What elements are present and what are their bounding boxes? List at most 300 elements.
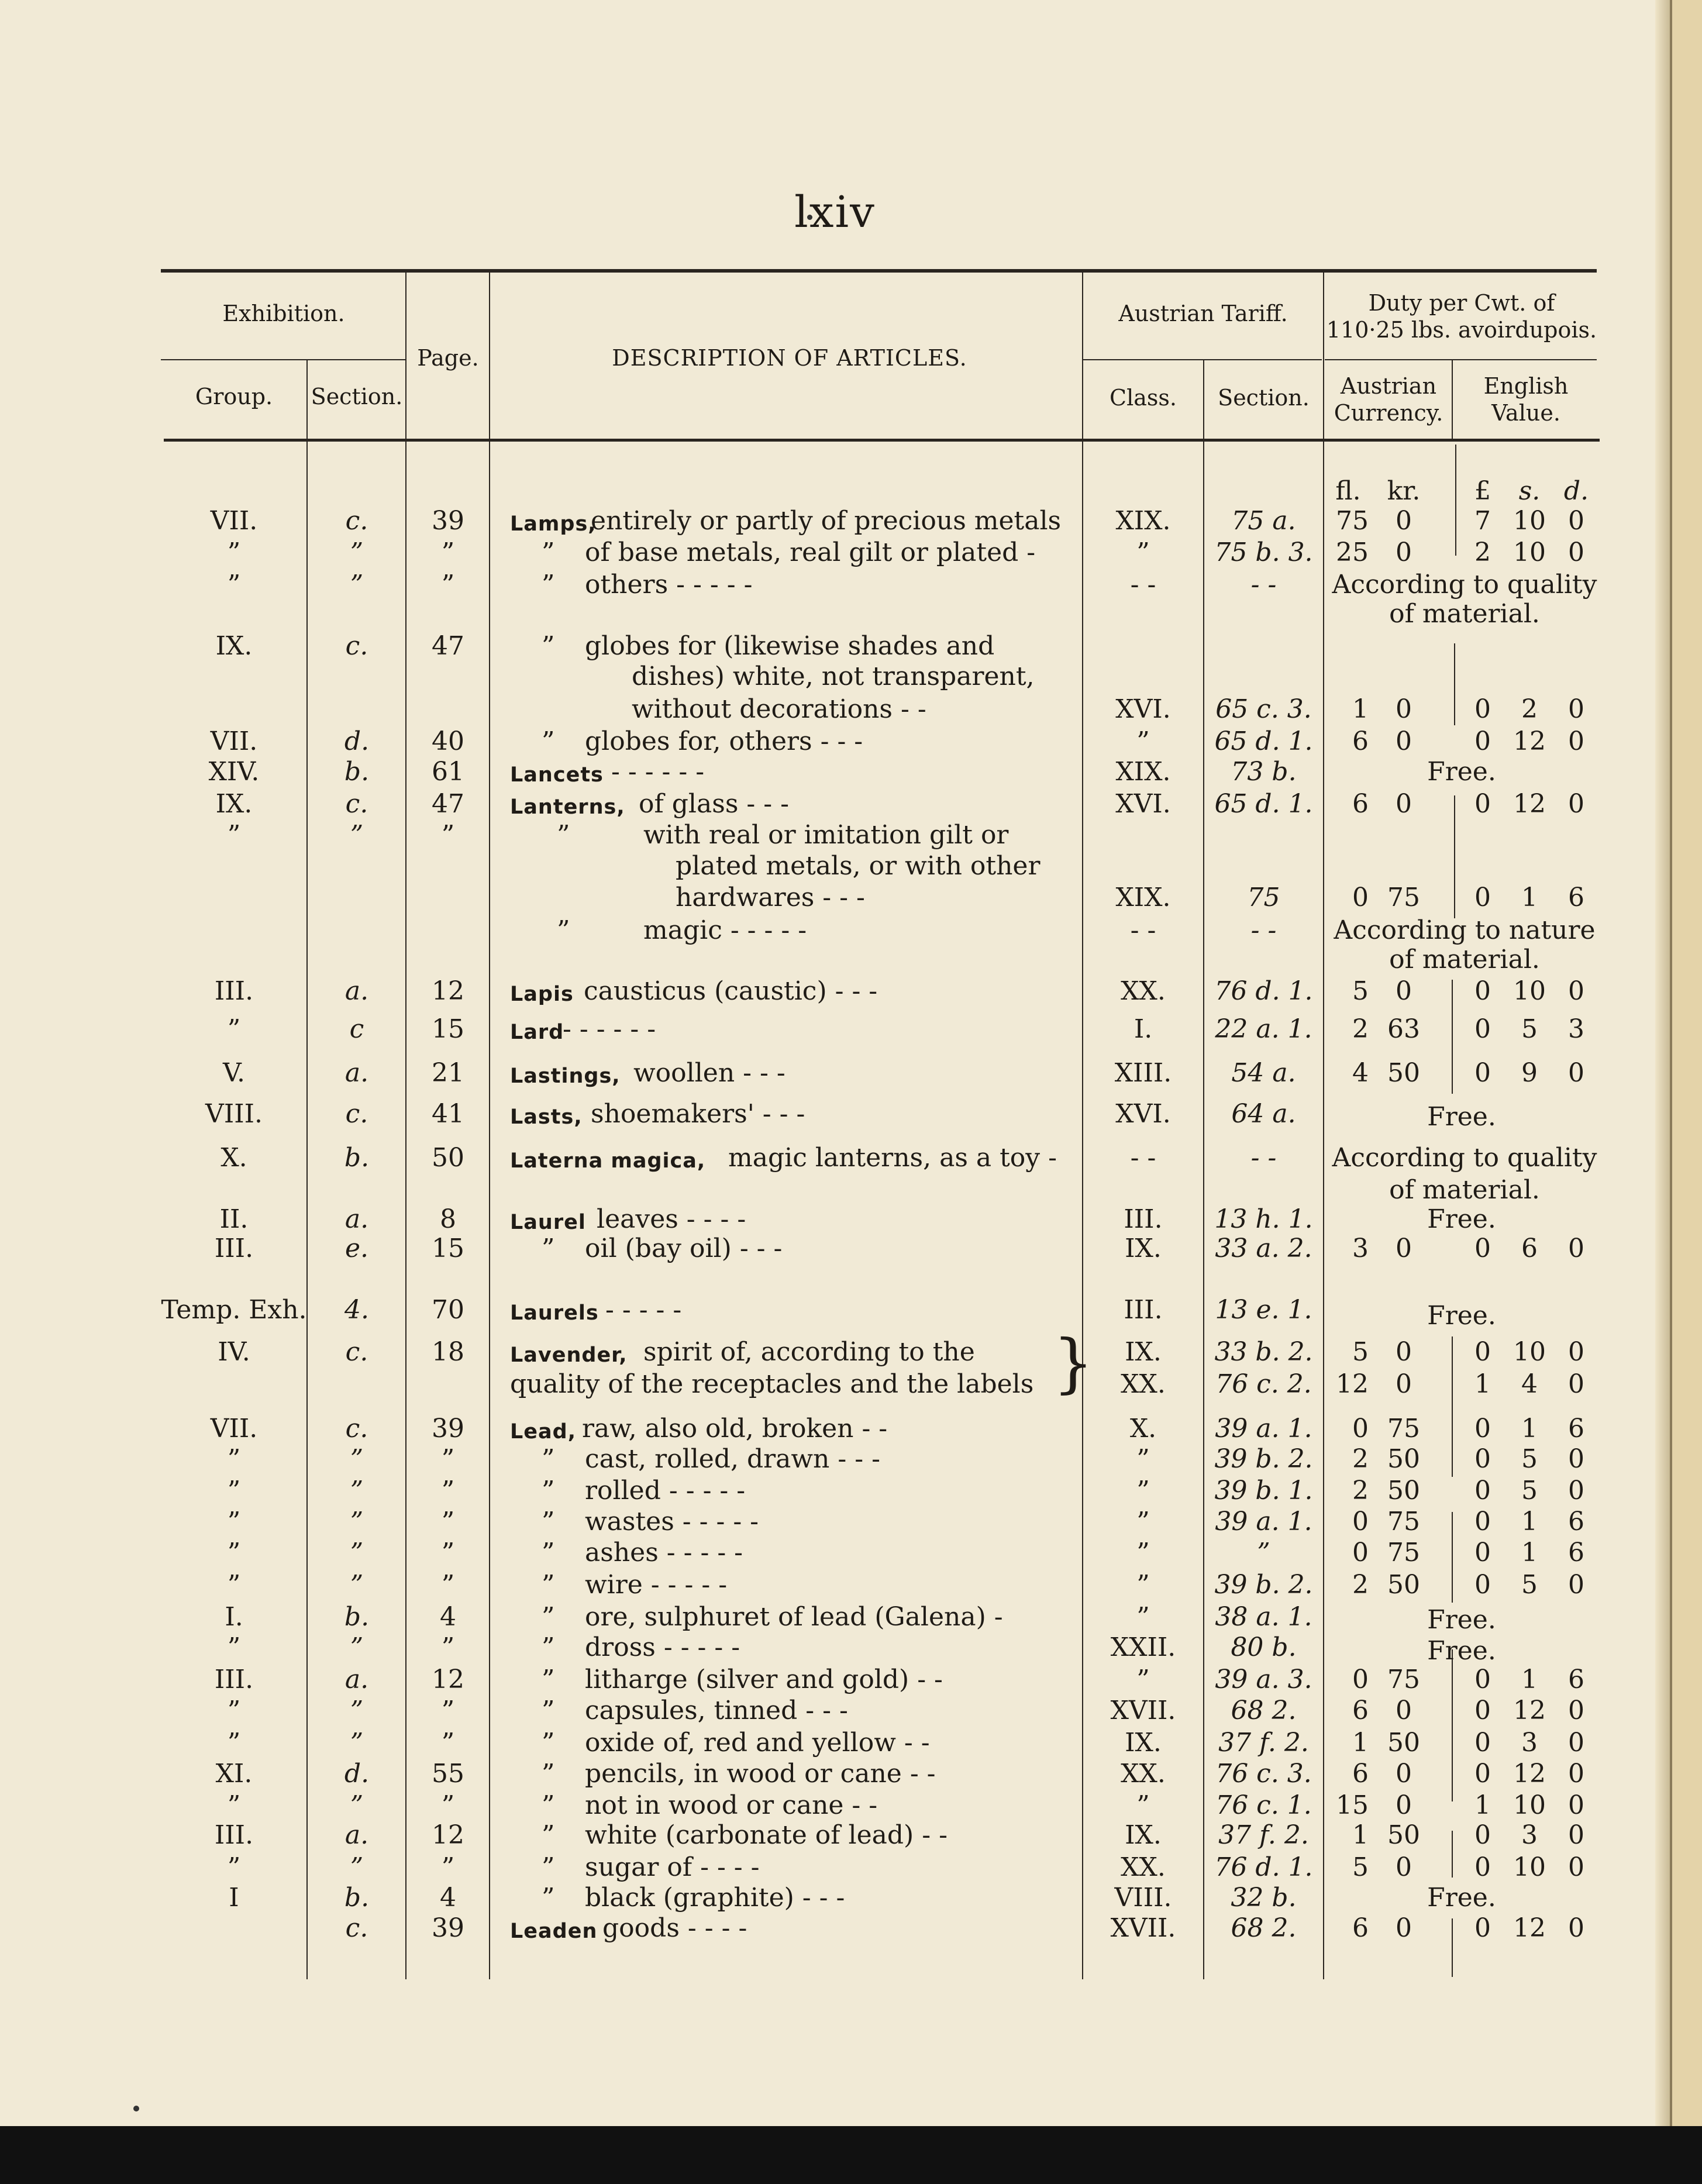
section-cell: a. <box>344 1665 369 1694</box>
kreuzer-cell: 50 <box>1387 1444 1420 1474</box>
ditto-mark: ” <box>542 570 555 600</box>
pound-cell: 0 <box>1474 1234 1491 1263</box>
pence-cell: 6 <box>1568 1538 1584 1568</box>
tariff-section-cell: 33 b. 2. <box>1214 1337 1313 1367</box>
header-austrian-currency-1: Austrian <box>1340 373 1437 399</box>
shilling-cell: 1 <box>1521 883 1538 912</box>
ditto-mark: ” <box>542 538 555 567</box>
header-austrian-tariff: Austrian Tariff. <box>1118 301 1288 326</box>
unit-kr: kr. <box>1387 476 1421 506</box>
pence-cell: 0 <box>1568 1696 1584 1725</box>
ditto-mark: ” <box>542 1820 555 1850</box>
section-cell: e. <box>344 1234 369 1263</box>
shilling-cell: 12 <box>1513 1696 1546 1725</box>
group-cell: IX. <box>215 631 253 661</box>
pence-cell: 6 <box>1568 1507 1584 1537</box>
florin-cell: 3 <box>1352 1234 1369 1263</box>
page-cell: 70 <box>432 1295 464 1325</box>
shilling-cell: 12 <box>1513 726 1546 756</box>
section-cell: ” <box>350 570 364 600</box>
description-cell: dishes) white, not transparent, <box>632 662 1035 691</box>
entry-heading: Lard <box>510 1021 564 1044</box>
tariff-sub-rule <box>1082 359 1322 360</box>
tariff-class-cell: ” <box>1136 1538 1150 1568</box>
tariff-section-cell: 73 b. <box>1231 757 1297 787</box>
entry-heading: Laurels <box>510 1301 599 1325</box>
kreuzer-cell: 0 <box>1396 1790 1412 1820</box>
tariff-section-cell: 54 a. <box>1231 1058 1296 1088</box>
florin-cell: 6 <box>1352 726 1369 756</box>
tariff-class-cell: ” <box>1136 1507 1150 1537</box>
pound-cell: 0 <box>1474 883 1491 912</box>
description-cell: white (carbonate of lead) - - <box>585 1820 948 1850</box>
description-cell: others - - - - - <box>585 570 753 600</box>
note-free: Free. <box>1427 1204 1496 1234</box>
tariff-class-cell: ” <box>1136 1665 1150 1694</box>
scan-border <box>0 2126 1702 2184</box>
ditto-mark: ” <box>557 820 570 850</box>
unit-pence: d. <box>1563 476 1589 506</box>
col-rule <box>1452 1512 1453 1603</box>
section-cell: b. <box>344 757 370 787</box>
shilling-cell: 1 <box>1521 1665 1538 1694</box>
florin-cell: 4 <box>1352 1058 1369 1088</box>
tariff-section-cell: 39 a. 1. <box>1215 1414 1312 1444</box>
description-cell: ore, sulphuret of lead (Galena) - <box>585 1602 1003 1632</box>
tariff-class-cell: XIX. <box>1115 883 1171 912</box>
description-cell: of base metals, real gilt or plated - <box>585 538 1036 567</box>
shilling-cell: 5 <box>1521 1570 1538 1600</box>
tariff-section-cell: 39 b. 2. <box>1214 1570 1313 1600</box>
description-cell: black (graphite) - - - <box>585 1883 845 1913</box>
tariff-class-cell: ” <box>1136 726 1150 756</box>
description-cell: dross - - - - - <box>585 1632 740 1662</box>
brace: } <box>1053 1325 1094 1400</box>
description-cell: shoemakers' - - - <box>591 1099 805 1129</box>
section-cell: ” <box>350 1476 364 1506</box>
section-cell: ” <box>350 1790 364 1820</box>
group-cell: XI. <box>215 1759 253 1789</box>
col-rule <box>1454 643 1455 725</box>
tariff-section-cell: 65 d. 1. <box>1214 726 1313 756</box>
entry-heading: Lavender, <box>510 1344 628 1367</box>
tariff-class-cell: III. <box>1124 1295 1163 1325</box>
page-cell: 12 <box>432 1665 464 1694</box>
ditto-mark: ” <box>542 1602 555 1632</box>
tariff-section-cell: 75 a. <box>1231 506 1296 536</box>
pound-cell: 0 <box>1474 1913 1491 1943</box>
group-cell: II. <box>219 1204 249 1234</box>
section-cell: d. <box>344 726 370 756</box>
group-cell: X. <box>220 1143 247 1173</box>
header-description: DESCRIPTION OF ARTICLES. <box>612 345 967 371</box>
page-cell: 8 <box>440 1204 456 1234</box>
tariff-class-cell: XVII. <box>1110 1913 1176 1943</box>
florin-cell: 0 <box>1352 1538 1369 1568</box>
description-cell: with real or imitation gilt or <box>643 820 1009 850</box>
group-cell: V. <box>222 1058 246 1088</box>
page-cell: 47 <box>432 631 464 661</box>
unit-shilling: s. <box>1518 476 1541 506</box>
kreuzer-cell: 0 <box>1396 1852 1412 1882</box>
pound-cell: 0 <box>1474 726 1491 756</box>
tariff-class-cell: ” <box>1136 1790 1150 1820</box>
pence-cell: 0 <box>1568 1820 1584 1850</box>
description-cell: leaves - - - - <box>597 1204 746 1234</box>
page-cell: 55 <box>432 1759 464 1789</box>
tariff-class-cell: XVI. <box>1115 694 1171 724</box>
group-cell: VII. <box>210 506 258 536</box>
section-cell: ” <box>350 1852 364 1882</box>
kreuzer-cell: 0 <box>1396 694 1412 724</box>
description-cell: goods - - - - <box>602 1913 747 1943</box>
pence-cell: 0 <box>1568 1790 1584 1820</box>
description-cell: plated metals, or with other <box>676 851 1041 881</box>
header-page: Page. <box>417 345 479 371</box>
tariff-section-cell: 76 c. 2. <box>1215 1369 1312 1399</box>
shilling-cell: 6 <box>1521 1234 1538 1263</box>
section-cell: c. <box>345 1337 368 1367</box>
tariff-section-cell: 80 b. <box>1231 1632 1297 1662</box>
col-rule <box>1452 1649 1453 1801</box>
florin-cell: 0 <box>1352 883 1369 912</box>
page-cell: ” <box>441 1507 455 1537</box>
shilling-cell: 12 <box>1513 789 1546 819</box>
florin-cell: 1 <box>1352 1728 1369 1758</box>
kreuzer-cell: 0 <box>1396 1913 1412 1943</box>
pound-cell: 0 <box>1474 1507 1491 1537</box>
tariff-class-cell: IX. <box>1125 1337 1162 1367</box>
note-of-material: of material. <box>1389 599 1540 629</box>
section-cell: c. <box>345 1913 368 1943</box>
description-cell: oil (bay oil) - - - <box>585 1234 783 1263</box>
ditto-mark: ” <box>542 1665 555 1694</box>
shilling-cell: 5 <box>1521 1444 1538 1474</box>
group-cell: ” <box>227 820 241 850</box>
next-page-edge <box>1670 0 1702 2184</box>
florin-cell: 6 <box>1352 1913 1369 1943</box>
tariff-class-cell: - - <box>1130 570 1156 600</box>
ditto-mark: ” <box>542 1696 555 1725</box>
pound-cell: 0 <box>1474 1444 1491 1474</box>
pence-cell: 0 <box>1568 1759 1584 1789</box>
description-cell: - - - - - - <box>563 1014 656 1044</box>
section-cell: a. <box>344 1204 369 1234</box>
florin-cell: 5 <box>1352 1852 1369 1882</box>
page-cell: 50 <box>432 1143 464 1173</box>
pound-cell: 0 <box>1474 1852 1491 1882</box>
section-cell: d. <box>344 1759 370 1789</box>
section-cell: ” <box>350 1696 364 1725</box>
kreuzer-cell: 0 <box>1396 789 1412 819</box>
florin-cell: 6 <box>1352 1696 1369 1725</box>
pence-cell: 0 <box>1568 1728 1584 1758</box>
group-cell: ” <box>227 1632 241 1662</box>
section-cell: c. <box>345 789 368 819</box>
entry-heading: Lapis <box>510 983 574 1006</box>
page-gutter <box>1655 0 1670 2184</box>
pence-cell: 0 <box>1568 1337 1584 1367</box>
tariff-class-cell: XX. <box>1121 1759 1166 1789</box>
tariff-class-cell: XIX. <box>1115 506 1171 536</box>
florin-cell: 2 <box>1352 1444 1369 1474</box>
florin-cell: 5 <box>1352 1337 1369 1367</box>
tariff-section-cell: - - <box>1250 1143 1277 1173</box>
page-cell: 39 <box>432 1414 464 1444</box>
pound-cell: 0 <box>1474 1696 1491 1725</box>
pence-cell: 0 <box>1568 1476 1584 1506</box>
kreuzer-cell: 75 <box>1387 1665 1420 1694</box>
description-cell: globes for (likewise shades and <box>585 631 995 661</box>
pence-cell: 3 <box>1568 1014 1584 1044</box>
tariff-section-cell: 64 a. <box>1231 1099 1296 1129</box>
kreuzer-cell: 75 <box>1387 1507 1420 1537</box>
group-cell: III. <box>214 1234 254 1263</box>
col-rule <box>1452 1336 1453 1477</box>
section-cell: b. <box>344 1883 370 1913</box>
pence-cell: 0 <box>1568 1234 1584 1263</box>
kreuzer-cell: 0 <box>1396 538 1412 567</box>
pence-cell: 0 <box>1568 1852 1584 1882</box>
ditto-mark: ” <box>542 1852 555 1882</box>
pound-cell: 7 <box>1474 506 1491 536</box>
pence-cell: 0 <box>1568 506 1584 536</box>
florin-cell: 2 <box>1352 1476 1369 1506</box>
note-free: Free. <box>1427 1883 1496 1913</box>
group-cell: IV. <box>218 1337 250 1367</box>
pence-cell: 6 <box>1568 883 1584 912</box>
page-cell: 4 <box>440 1602 456 1632</box>
ditto-mark: ” <box>542 1538 555 1568</box>
tariff-section-cell: 39 b. 1. <box>1214 1476 1313 1506</box>
page-cell: ” <box>441 1538 455 1568</box>
group-cell: ” <box>227 538 241 567</box>
tariff-class-cell: VIII. <box>1114 1883 1172 1913</box>
tariff-section-cell: 76 c. 1. <box>1215 1790 1312 1820</box>
entry-heading: Laurel <box>510 1211 586 1234</box>
header-bottom-rule <box>164 439 1600 442</box>
kreuzer-cell: 0 <box>1396 1696 1412 1725</box>
section-cell: a. <box>344 976 369 1006</box>
description-cell: wastes - - - - - <box>585 1507 759 1537</box>
kreuzer-cell: 75 <box>1387 883 1420 912</box>
tariff-section-cell: 65 d. 1. <box>1214 789 1313 819</box>
tariff-class-cell: ” <box>1136 1570 1150 1600</box>
kreuzer-cell: 50 <box>1387 1476 1420 1506</box>
col-rule <box>1452 1918 1453 1977</box>
ditto-mark: ” <box>542 1759 555 1789</box>
tariff-section-cell: 65 c. 3. <box>1215 694 1312 724</box>
kreuzer-cell: 0 <box>1396 976 1412 1006</box>
tariff-section-cell: 32 b. <box>1231 1883 1297 1913</box>
pence-cell: 0 <box>1568 789 1584 819</box>
group-cell: III. <box>214 1820 254 1850</box>
shilling-cell: 3 <box>1521 1820 1538 1850</box>
tariff-section-cell: 39 a. 3. <box>1215 1665 1312 1694</box>
note-free: Free. <box>1427 1102 1496 1132</box>
header-tariff-section: Section. <box>1218 385 1310 411</box>
group-cell: ” <box>227 1570 241 1600</box>
tariff-section-cell: ” <box>1257 1538 1270 1568</box>
page-cell: ” <box>441 1790 455 1820</box>
kreuzer-cell: 50 <box>1387 1820 1420 1850</box>
tariff-section-cell: 13 e. 1. <box>1215 1295 1312 1325</box>
pound-cell: 0 <box>1474 1820 1491 1850</box>
description-cell: not in wood or cane - - <box>585 1790 878 1820</box>
pound-cell: 0 <box>1474 1337 1491 1367</box>
tariff-section-cell: - - <box>1250 915 1277 945</box>
pence-cell: 0 <box>1568 1369 1584 1399</box>
pence-cell: 0 <box>1568 538 1584 567</box>
description-cell: woollen - - - <box>633 1058 785 1088</box>
tariff-class-cell: XIII. <box>1114 1058 1172 1088</box>
pound-cell: 2 <box>1474 538 1491 567</box>
florin-cell: 1 <box>1352 694 1369 724</box>
shilling-cell: 10 <box>1513 1790 1546 1820</box>
section-cell: ” <box>350 1507 364 1537</box>
header-class: Class. <box>1110 385 1177 411</box>
tariff-section-cell: 76 d. 1. <box>1214 976 1313 1006</box>
entry-heading: Leaden <box>510 1920 598 1943</box>
col-rule <box>1452 980 1453 1094</box>
pound-cell: 0 <box>1474 1058 1491 1088</box>
ditto-mark: ” <box>557 915 570 945</box>
ditto-mark: ” <box>542 1632 555 1662</box>
shilling-cell: 9 <box>1521 1058 1538 1088</box>
tariff-class-cell: I. <box>1133 1014 1153 1044</box>
group-cell: I <box>229 1883 239 1913</box>
ditto-mark: ” <box>542 1476 555 1506</box>
tariff-class-cell: - - <box>1130 915 1156 945</box>
page-number: lxiv <box>794 187 876 237</box>
florin-cell: 6 <box>1352 789 1369 819</box>
pound-cell: 0 <box>1474 789 1491 819</box>
description-cell: ashes - - - - - <box>585 1538 743 1568</box>
page-cell: 12 <box>432 976 464 1006</box>
page-cell: 21 <box>432 1058 464 1088</box>
tariff-class-cell: XXII. <box>1110 1632 1176 1662</box>
header-exhibition: Exhibition. <box>222 301 345 326</box>
section-cell: ” <box>350 1570 364 1600</box>
description-cell: of glass - - - <box>639 789 789 819</box>
description-cell: pencils, in wood or cane - - <box>585 1759 936 1789</box>
group-cell: ” <box>227 1014 241 1044</box>
description-cell: raw, also old, broken - - <box>582 1414 888 1444</box>
section-cell: ” <box>350 1632 364 1662</box>
shilling-cell: 10 <box>1513 538 1546 567</box>
tariff-section-cell: 68 2. <box>1231 1696 1297 1725</box>
col-rule <box>1455 445 1456 556</box>
description-cell: oxide of, red and yellow - - <box>585 1728 930 1758</box>
page-cell: ” <box>441 1852 455 1882</box>
page-cell: ” <box>441 1476 455 1506</box>
tariff-class-cell: XVI. <box>1115 789 1171 819</box>
note-free: Free. <box>1427 1301 1496 1331</box>
page-cell: ” <box>441 1632 455 1662</box>
shilling-cell: 10 <box>1513 1337 1546 1367</box>
pence-cell: 0 <box>1568 1913 1584 1943</box>
group-cell: ” <box>227 1728 241 1758</box>
description-cell: cast, rolled, drawn - - - <box>585 1444 880 1474</box>
page-cell: 15 <box>432 1014 464 1044</box>
page-cell: ” <box>441 1570 455 1600</box>
tariff-section-cell: 37 f. 2. <box>1218 1728 1309 1758</box>
section-cell: b. <box>344 1143 370 1173</box>
page-cell: 40 <box>432 726 464 756</box>
exhibition-sub-rule <box>161 359 406 360</box>
note-quality: According to quality <box>1332 1143 1597 1173</box>
header-section: Section. <box>311 384 403 409</box>
section-cell: c <box>349 1014 364 1044</box>
page-cell: 15 <box>432 1234 464 1263</box>
shilling-cell: 2 <box>1521 694 1538 724</box>
top-rule <box>161 269 1597 273</box>
tariff-section-cell: 76 c. 3. <box>1215 1759 1312 1789</box>
tariff-section-cell: 75 <box>1247 883 1280 912</box>
entry-heading: Laterna magica, <box>510 1149 706 1173</box>
ditto-mark: ” <box>542 631 555 661</box>
pound-cell: 0 <box>1474 1414 1491 1444</box>
kreuzer-cell: 50 <box>1387 1728 1420 1758</box>
florin-cell: 12 <box>1336 1369 1369 1399</box>
entry-heading: Lamps, <box>510 512 597 536</box>
tariff-class-cell: XVII. <box>1110 1696 1176 1725</box>
page-cell: 12 <box>432 1820 464 1850</box>
note-of-material: of material. <box>1389 1175 1540 1205</box>
pence-cell: 0 <box>1568 1058 1584 1088</box>
florin-cell: 0 <box>1352 1665 1369 1694</box>
section-cell: c. <box>345 1099 368 1129</box>
pound-cell: 1 <box>1474 1790 1491 1820</box>
duty-sub-rule <box>1325 359 1597 360</box>
group-cell: VIII. <box>205 1099 263 1129</box>
group-cell: VII. <box>210 1414 258 1444</box>
pound-cell: 0 <box>1474 976 1491 1006</box>
shilling-cell: 1 <box>1521 1538 1538 1568</box>
description-cell: magic - - - - - <box>643 915 807 945</box>
florin-cell: 25 <box>1336 538 1369 567</box>
page-cell: ” <box>441 570 455 600</box>
description-cell: entirely or partly of precious metals <box>591 506 1062 536</box>
description-cell: quality of the receptacles and the labels <box>510 1369 1034 1399</box>
section-cell: c. <box>345 506 368 536</box>
florin-cell: 5 <box>1352 976 1369 1006</box>
group-cell: ” <box>227 1790 241 1820</box>
shilling-cell: 10 <box>1513 506 1546 536</box>
tariff-class-cell: XX. <box>1121 976 1166 1006</box>
ditto-mark: ” <box>542 726 555 756</box>
group-cell: Temp. Exh. <box>161 1295 307 1325</box>
tariff-class-cell: IX. <box>1125 1820 1162 1850</box>
tariff-class-cell: ” <box>1136 1476 1150 1506</box>
page-cell: ” <box>441 1696 455 1725</box>
description-cell: hardwares - - - <box>676 883 865 912</box>
note-free: Free. <box>1427 757 1496 787</box>
note-quality: According to quality <box>1332 570 1597 600</box>
unit-fl: fl. <box>1335 476 1361 506</box>
group-cell: IX. <box>215 789 253 819</box>
florin-cell: 6 <box>1352 1759 1369 1789</box>
description-cell: rolled - - - - - <box>585 1476 746 1506</box>
kreuzer-cell: 0 <box>1396 726 1412 756</box>
note-free: Free. <box>1427 1605 1496 1635</box>
page-cell: ” <box>441 1444 455 1474</box>
group-cell: ” <box>227 1852 241 1882</box>
page-cell: 61 <box>432 757 464 787</box>
page-cell: 4 <box>440 1883 456 1913</box>
header-group: Group. <box>195 384 273 409</box>
tariff-section-cell: 37 f. 2. <box>1218 1820 1309 1850</box>
